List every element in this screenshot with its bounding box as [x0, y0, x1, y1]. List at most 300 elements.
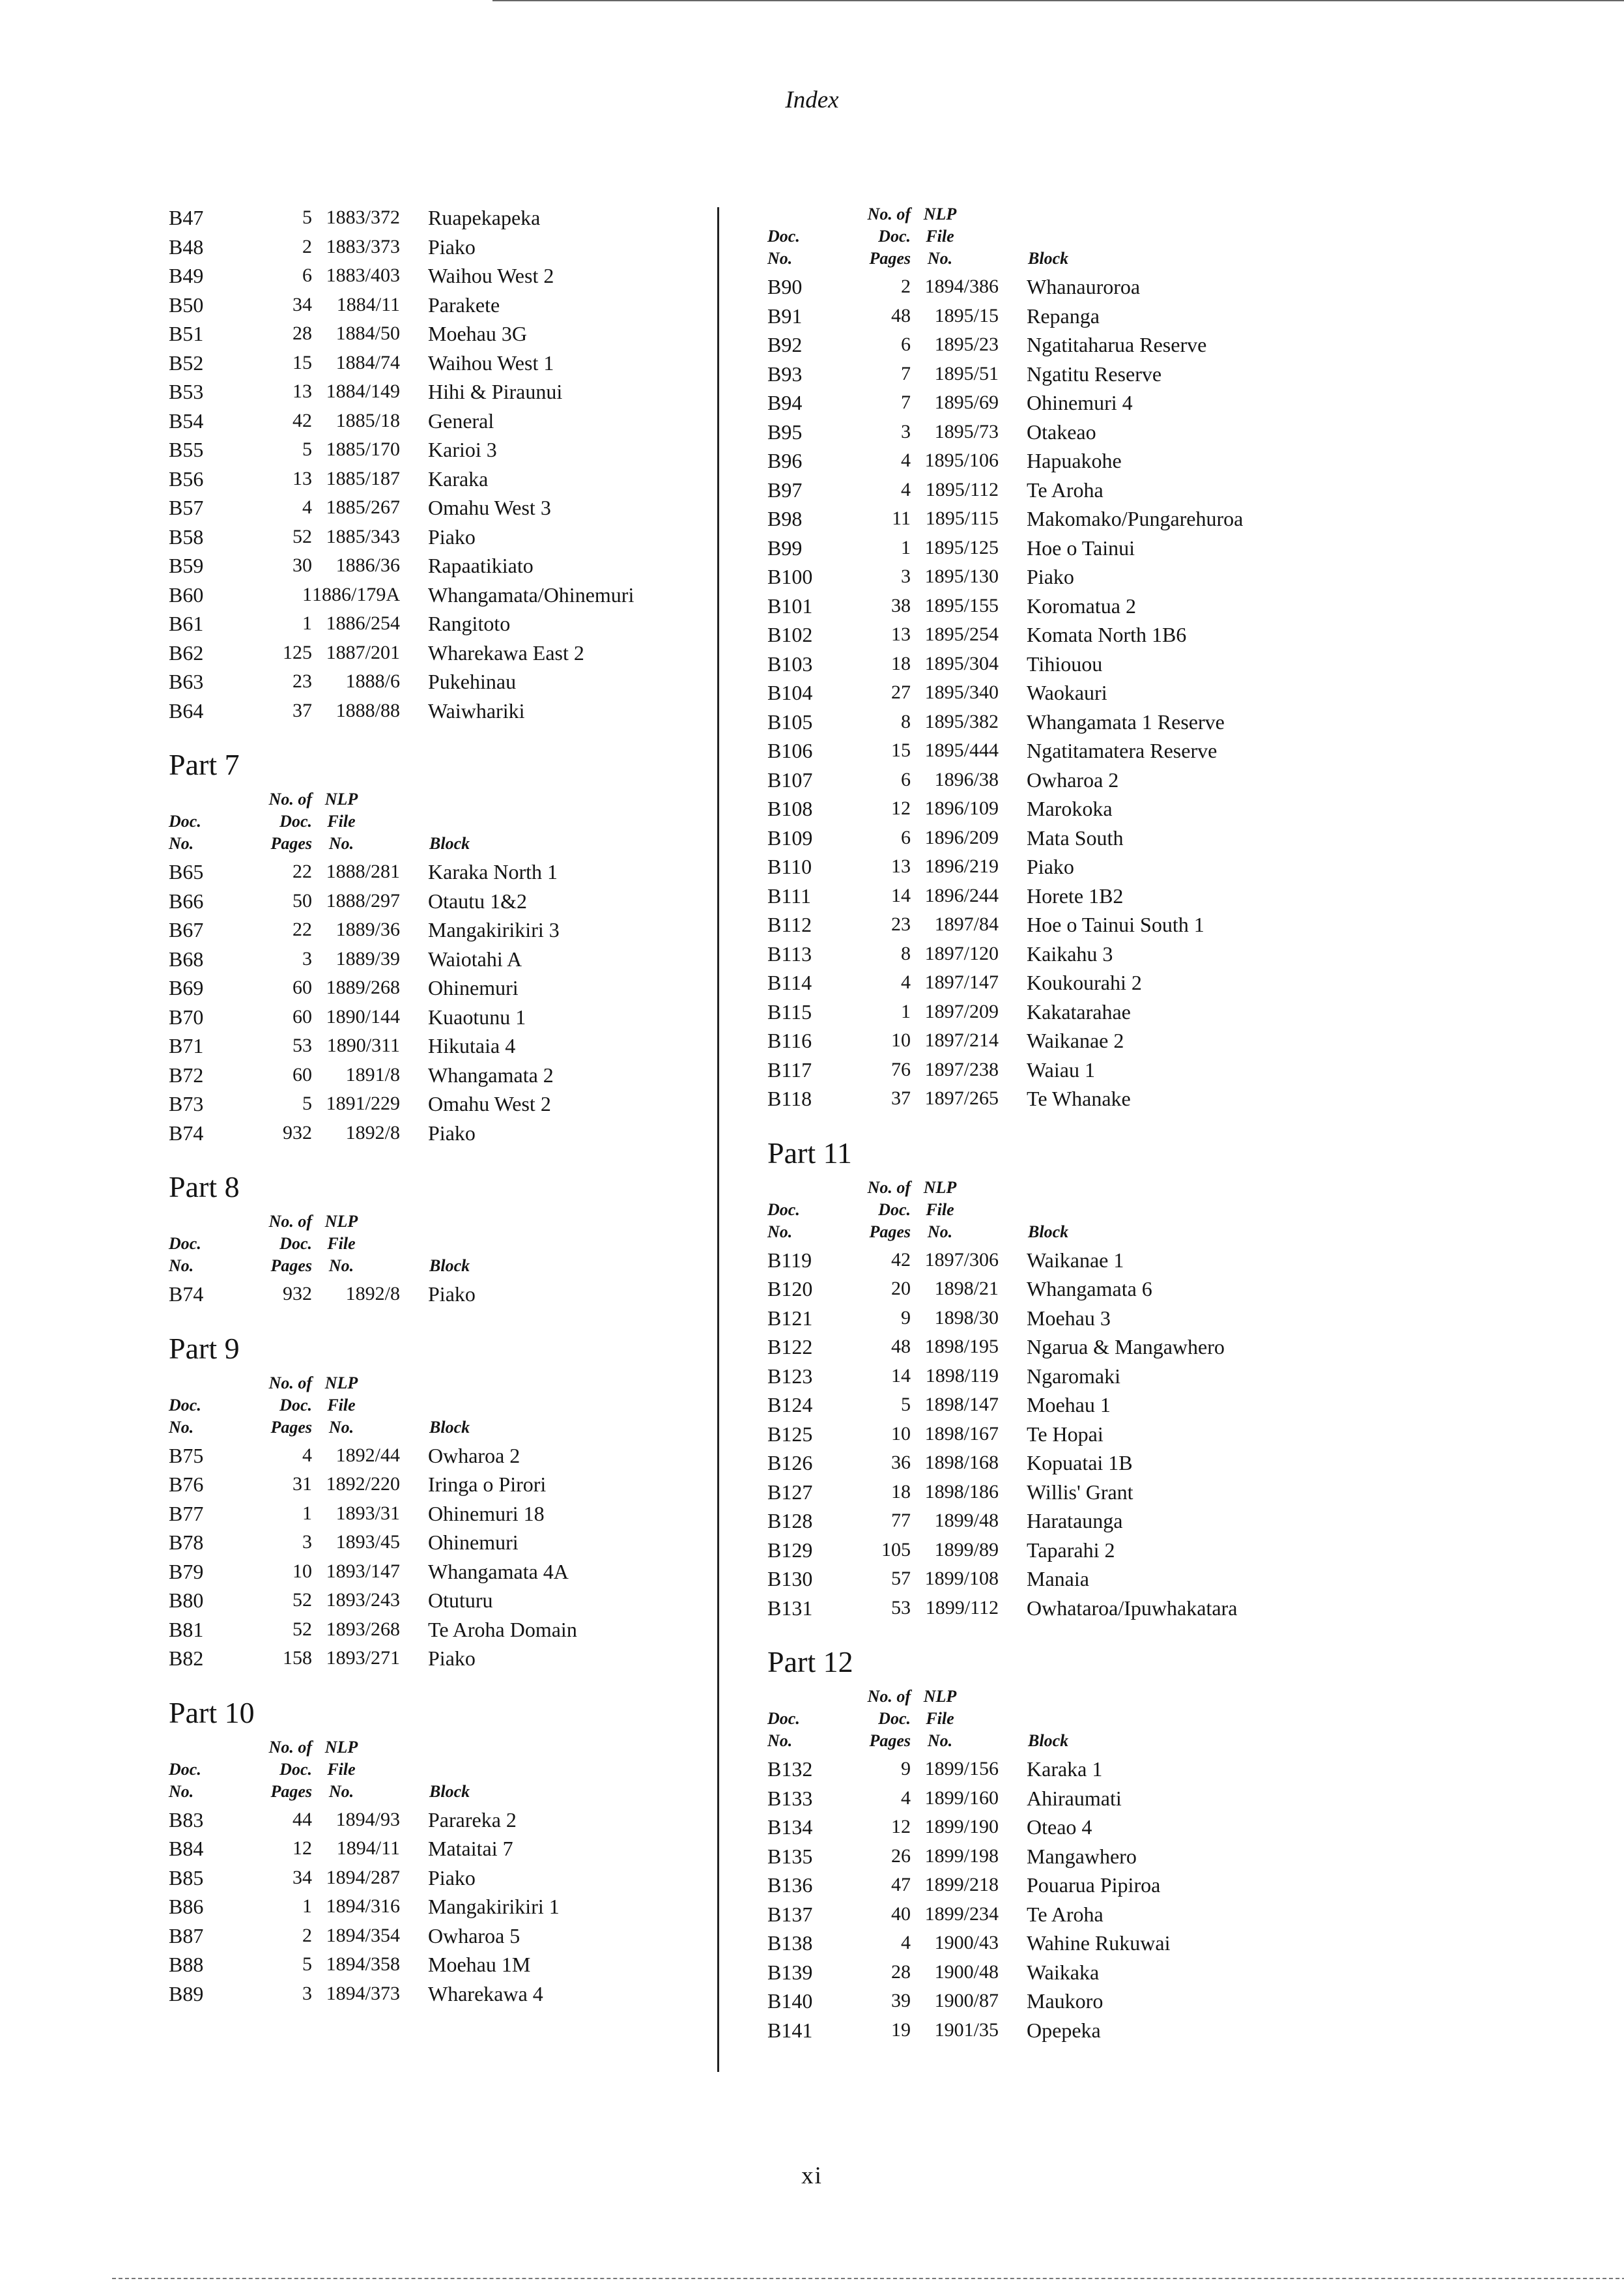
doc-number: B89 — [169, 1981, 204, 2005]
page-count: 23 — [891, 913, 911, 935]
block-name: Hapuakohe — [1027, 449, 1122, 472]
doc-number: B81 — [169, 1617, 204, 1641]
table-row — [767, 620, 1354, 650]
nlp-file-number: 1899/108 — [924, 1568, 999, 1589]
table-row — [169, 465, 755, 494]
nlp-file-number: 1899/198 — [924, 1845, 999, 1867]
part-heading: Part 11 — [767, 1136, 852, 1170]
doc-number: B61 — [169, 612, 204, 635]
table-row — [767, 940, 1354, 969]
page-count: 1 — [901, 1000, 911, 1022]
nlp-file-header: NLP File No. — [324, 790, 358, 853]
table-row — [169, 523, 755, 552]
block-name: Repanga — [1027, 304, 1100, 328]
doc-number: B76 — [169, 1473, 204, 1496]
block-name: Owharoa 2 — [428, 1443, 520, 1467]
doc-number: B136 — [767, 1873, 813, 1897]
doc-number: B74 — [169, 1282, 204, 1306]
table-row — [767, 1478, 1354, 1507]
table-row — [767, 1842, 1354, 1871]
page-count: 125 — [283, 641, 312, 663]
nlp-file-number: 1898/147 — [924, 1394, 999, 1415]
block-name: Ngarua & Mangawhero — [1027, 1335, 1225, 1358]
page-count: 52 — [292, 1589, 312, 1611]
page-count: 40 — [891, 1903, 911, 1925]
table-row — [169, 319, 755, 349]
block-header: Block — [429, 1256, 470, 1275]
block-name: Ohinemuri — [428, 976, 519, 999]
nlp-file-number: 1899/48 — [934, 1510, 999, 1531]
table-row — [169, 435, 755, 465]
page-count: 22 — [292, 919, 312, 940]
block-name: Otautu 1&2 — [428, 889, 527, 913]
block-name: Otakeao — [1027, 420, 1096, 444]
doc-number: B57 — [169, 496, 204, 519]
nlp-file-number: 1897/214 — [924, 1029, 999, 1051]
page-count: 2 — [302, 1924, 312, 1946]
table-row — [169, 1499, 755, 1529]
nlp-file-number: 1888/297 — [326, 889, 400, 912]
page-count: 39 — [891, 1990, 911, 2011]
doc-number: B121 — [767, 1306, 813, 1330]
nlp-file-number: 1894/358 — [326, 1953, 400, 1975]
nlp-file-number: 1893/45 — [335, 1531, 400, 1553]
table-row — [767, 794, 1354, 824]
doc-number: B92 — [767, 333, 803, 356]
page-count: 9 — [901, 1758, 911, 1779]
table-row — [169, 407, 755, 436]
doc-number: B53 — [169, 380, 204, 403]
table-row — [767, 852, 1354, 882]
block-name: Ruapekapeka — [428, 206, 541, 229]
block-name: Moehau 3G — [428, 322, 527, 345]
column-header — [767, 1172, 1354, 1246]
block-name: Komata North 1B6 — [1027, 623, 1187, 646]
table-row — [169, 377, 755, 407]
pages-header: No. of Doc. Pages — [867, 205, 911, 268]
doc-number: B102 — [767, 623, 813, 646]
table-row — [767, 1056, 1354, 1085]
table-row — [767, 708, 1354, 737]
nlp-file-number: 1900/48 — [934, 1961, 999, 1983]
nlp-file-number: 1886/179A — [312, 583, 400, 605]
block-name: Ngatitaharua Reserve — [1027, 333, 1207, 356]
nlp-file-number: 1895/112 — [925, 478, 999, 500]
doc-number: B73 — [169, 1092, 204, 1115]
nlp-file-number: 1893/268 — [326, 1618, 400, 1640]
block-name: Waikaka — [1027, 1960, 1100, 1984]
table-row — [767, 1506, 1354, 1536]
nlp-file-number: 1888/6 — [345, 670, 400, 692]
table-row — [767, 446, 1354, 476]
block-name: Piako — [1027, 855, 1074, 878]
page-count: 1 — [302, 1502, 312, 1524]
page-count: 15 — [292, 351, 312, 373]
block-name: Whangamata 1 Reserve — [1027, 710, 1225, 734]
table-row — [169, 1528, 755, 1557]
nlp-file-number: 1899/112 — [925, 1596, 999, 1618]
page-count: 4 — [901, 971, 911, 993]
doc-number: B139 — [767, 1960, 813, 1984]
page-count: 37 — [891, 1087, 911, 1109]
nlp-file-number: 1895/444 — [924, 740, 999, 761]
nlp-file-number: 1890/311 — [326, 1035, 400, 1056]
table-row — [767, 910, 1354, 940]
nlp-file-number: 1884/11 — [336, 293, 400, 315]
table-row — [767, 1813, 1354, 1842]
page-count: 10 — [292, 1560, 312, 1582]
doc-number: B67 — [169, 918, 204, 941]
page-count: 4 — [901, 1787, 911, 1809]
page-title: Index — [785, 87, 839, 113]
page-count: 9 — [901, 1306, 911, 1329]
nlp-file-number: 1898/21 — [934, 1278, 999, 1299]
nlp-file-number: 1895/340 — [924, 682, 999, 703]
doc-no-header: Doc. No. — [169, 1759, 201, 1801]
doc-number: B141 — [767, 2018, 813, 2042]
doc-number: B98 — [767, 507, 803, 530]
table-row — [767, 1536, 1354, 1565]
block-name: Ngaromaki — [1027, 1364, 1120, 1388]
page-count: 8 — [901, 710, 911, 732]
doc-number: B93 — [767, 362, 803, 386]
doc-no-header: Doc. No. — [169, 812, 201, 853]
nlp-file-number: 1884/50 — [335, 323, 400, 344]
page-count: 5 — [302, 1093, 312, 1114]
nlp-file-number: 1894/316 — [326, 1895, 400, 1917]
doc-number: B135 — [767, 1844, 813, 1868]
page-count: 77 — [891, 1510, 911, 1531]
page-count: 34 — [292, 293, 312, 315]
page-count: 932 — [283, 1121, 312, 1143]
doc-number: B64 — [169, 698, 204, 723]
nlp-file-number: 1884/149 — [326, 381, 400, 402]
block-name: Waiotahi A — [428, 947, 522, 971]
block-name: Horete 1B2 — [1027, 884, 1124, 908]
page-count: 3 — [302, 1531, 312, 1553]
pages-header: No. of Doc. Pages — [268, 1373, 312, 1437]
nlp-file-number: 1895/304 — [924, 652, 999, 674]
nlp-file-number: 1900/87 — [934, 1990, 999, 2011]
nlp-file-number: 1891/229 — [326, 1093, 400, 1114]
page-count: 1 — [901, 536, 911, 558]
table-row — [767, 1958, 1354, 1987]
column-header — [767, 1681, 1354, 1755]
block-name: Parareka 2 — [428, 1807, 517, 1832]
pages-header: No. of Doc. Pages — [268, 1212, 312, 1275]
doc-number: B114 — [767, 971, 812, 994]
block-name: Kopuatai 1B — [1027, 1451, 1133, 1474]
nlp-file-header: NLP File No. — [324, 1373, 358, 1437]
block-name: Otuturu — [428, 1588, 493, 1612]
block-name: Owharoa 5 — [428, 1923, 520, 1947]
doc-number: B87 — [169, 1923, 204, 1947]
table-row — [767, 882, 1354, 911]
doc-number: B63 — [169, 670, 204, 693]
page-count: 53 — [891, 1596, 911, 1618]
table-row — [767, 1026, 1354, 1056]
table-row — [767, 1362, 1354, 1391]
table-row — [767, 678, 1354, 708]
nlp-file-number: 1885/343 — [326, 525, 400, 547]
block-name: Piako — [428, 1865, 476, 1890]
block-name: Hoe o Tainui — [1027, 536, 1135, 560]
page-number: xi — [801, 2163, 823, 2189]
nlp-file-number: 1891/8 — [345, 1063, 400, 1085]
doc-number: B50 — [169, 293, 204, 317]
page-count: 5 — [302, 207, 312, 228]
page-count: 34 — [292, 1866, 312, 1888]
block-header: Block — [1028, 1222, 1069, 1241]
nlp-file-number: 1899/89 — [934, 1538, 999, 1560]
nlp-file-number: 1894/287 — [326, 1866, 400, 1888]
table-row — [169, 203, 755, 233]
doc-number: B107 — [767, 768, 813, 792]
page-count: 60 — [292, 977, 312, 998]
table-row — [169, 887, 755, 916]
table-row — [169, 349, 755, 378]
block-name: Koromatua 2 — [1027, 594, 1136, 618]
doc-number: B106 — [767, 739, 813, 762]
doc-number: B65 — [169, 860, 204, 884]
nlp-file-number: 1896/109 — [924, 798, 999, 819]
block-name: Hoe o Tainui South 1 — [1027, 913, 1204, 936]
table-row — [169, 1441, 755, 1471]
table-row — [169, 581, 755, 610]
page-count: 30 — [292, 554, 312, 576]
page-count: 2 — [901, 276, 911, 297]
nlp-file-number: 1893/243 — [326, 1589, 400, 1611]
nlp-file-header: NLP File No. — [324, 1212, 358, 1275]
doc-number: B122 — [767, 1335, 813, 1358]
part-heading: Part 12 — [767, 1645, 853, 1678]
nlp-file-number: 1892/8 — [345, 1283, 400, 1304]
doc-number: B126 — [767, 1451, 813, 1474]
page-count: 4 — [901, 478, 911, 500]
doc-no-header: Doc. No. — [767, 227, 800, 268]
block-name: Tihiouou — [1027, 652, 1103, 676]
page-count: 2 — [302, 235, 312, 257]
nlp-file-number: 1897/306 — [924, 1248, 999, 1271]
block-name: Piako — [1027, 565, 1074, 588]
block-name: Wahine Rukuwai — [1027, 1931, 1171, 1955]
page-count: 10 — [891, 1422, 911, 1444]
nlp-file-number: 1898/119 — [925, 1364, 999, 1387]
table-row — [169, 1892, 755, 1921]
table-row — [169, 551, 755, 581]
block-header: Block — [1028, 249, 1069, 268]
bottom-rule — [112, 2278, 1624, 2279]
block-name: Mataitai 7 — [428, 1837, 513, 1860]
page-count: 60 — [292, 1005, 312, 1028]
nlp-file-number: 1895/130 — [924, 566, 999, 587]
block-name: Oteao 4 — [1027, 1815, 1092, 1839]
table-row — [169, 973, 755, 1003]
doc-number: B90 — [767, 275, 803, 298]
doc-number: B88 — [169, 1953, 204, 1976]
block-name: Waihou West 2 — [428, 264, 554, 287]
nlp-file-number: 1899/190 — [924, 1816, 999, 1837]
doc-number: B84 — [169, 1837, 204, 1860]
page-count: 38 — [891, 594, 911, 616]
block-name: Owhataroa/Ipuwhakatara — [1027, 1596, 1238, 1620]
doc-number: B128 — [767, 1509, 813, 1532]
nlp-file-number: 1896/38 — [934, 768, 999, 790]
table-row — [767, 302, 1354, 331]
page-count: 22 — [292, 861, 312, 882]
table-row — [169, 1557, 755, 1587]
nlp-file-number: 1895/73 — [934, 420, 999, 442]
block-name: Harataunga — [1027, 1509, 1123, 1532]
table-row — [767, 1871, 1354, 1900]
table-row — [169, 261, 755, 291]
part-heading: Part 9 — [169, 1331, 240, 1365]
doc-number: B48 — [169, 235, 204, 259]
table-row — [767, 418, 1354, 447]
table-row — [169, 609, 755, 639]
doc-number: B109 — [767, 826, 813, 850]
table-row — [169, 1979, 755, 2009]
nlp-file-number: 1896/219 — [924, 855, 999, 877]
page-count: 4 — [302, 1444, 312, 1466]
column-header — [169, 1206, 755, 1280]
block-name: Waiau 1 — [1027, 1057, 1095, 1082]
doc-number: B120 — [767, 1277, 813, 1301]
block-name: Piako — [428, 235, 476, 259]
page-count: 3 — [302, 1982, 312, 2004]
column-header — [169, 1368, 755, 1441]
block-name: Karaka 1 — [1027, 1757, 1103, 1781]
nlp-file-number: 1895/155 — [924, 594, 999, 616]
block-name: Omahu West 2 — [428, 1092, 551, 1115]
table-row — [767, 330, 1354, 360]
table-row — [767, 824, 1354, 853]
nlp-file-number: 1895/254 — [924, 624, 999, 645]
column-header — [169, 1732, 755, 1805]
table-row — [169, 639, 755, 668]
nlp-file-number: 1883/373 — [326, 235, 400, 257]
nlp-file-number: 1899/160 — [924, 1787, 999, 1809]
doc-number: B51 — [169, 322, 204, 345]
doc-number: B127 — [767, 1480, 813, 1504]
page-count: 28 — [891, 1961, 911, 1983]
doc-number: B77 — [169, 1501, 204, 1525]
nlp-file-number: 1897/84 — [934, 913, 999, 935]
block-name: Wharekawa 4 — [428, 1981, 543, 2005]
block-name: Mangakirikiri 3 — [428, 918, 560, 941]
block-name: Waiwhariki — [428, 698, 525, 723]
doc-number: B70 — [169, 1005, 204, 1029]
block-name: Opepeka — [1027, 2018, 1101, 2042]
doc-number: B140 — [767, 1989, 813, 2013]
table-row — [767, 1900, 1354, 1929]
page-count: 13 — [891, 855, 911, 877]
block-name: Waokauri — [1027, 681, 1107, 704]
table-row — [767, 1390, 1354, 1420]
nlp-file-number: 1899/218 — [924, 1874, 999, 1895]
doc-number: B118 — [767, 1087, 812, 1110]
nlp-file-number: 1900/43 — [934, 1932, 999, 1953]
doc-number: B96 — [767, 449, 803, 472]
table-row — [767, 476, 1354, 505]
page-count: 26 — [891, 1845, 911, 1867]
nlp-file-number: 1889/268 — [326, 977, 400, 998]
nlp-file-number: 1892/220 — [326, 1473, 400, 1495]
nlp-file-number: 1885/267 — [326, 496, 400, 518]
nlp-file-header: NLP File No. — [923, 1687, 957, 1750]
nlp-file-number: 1895/106 — [924, 450, 999, 471]
table-row — [169, 915, 755, 945]
block-name: Omahu West 3 — [428, 496, 551, 519]
doc-no-header: Doc. No. — [767, 1200, 800, 1241]
page-count: 37 — [292, 699, 312, 721]
doc-number: B129 — [767, 1538, 813, 1562]
block-name: Ngatitu Reserve — [1027, 362, 1162, 386]
doc-number: B112 — [767, 913, 812, 936]
doc-number: B101 — [767, 594, 813, 618]
page-count: 158 — [283, 1647, 312, 1669]
table-row — [767, 1246, 1354, 1275]
doc-number: B55 — [169, 438, 204, 461]
nlp-file-number: 1894/11 — [336, 1837, 400, 1859]
table-row — [767, 2016, 1354, 2045]
table-row — [169, 1089, 755, 1119]
doc-number: B123 — [767, 1364, 813, 1388]
block-name: Piako — [428, 525, 476, 549]
doc-number: B131 — [767, 1596, 813, 1620]
block-name: Te Aroha — [1027, 478, 1104, 502]
page-count: 8 — [901, 942, 911, 964]
nlp-file-number: 1896/244 — [924, 884, 999, 906]
block-name: Parakete — [428, 293, 500, 317]
table-row — [169, 233, 755, 262]
nlp-file-number: 1895/125 — [924, 536, 999, 558]
nlp-file-number: 1895/115 — [925, 508, 999, 529]
table-row — [767, 272, 1354, 302]
doc-number: B95 — [767, 420, 803, 444]
page-count: 57 — [891, 1568, 911, 1589]
page-count: 3 — [901, 420, 911, 442]
table-row — [767, 1929, 1354, 1958]
block-name: Kaikahu 3 — [1027, 941, 1113, 966]
page-count: 42 — [292, 409, 312, 431]
doc-number: B115 — [767, 999, 812, 1024]
table-row — [169, 1834, 755, 1863]
doc-number: B134 — [767, 1815, 813, 1839]
page-count: 19 — [891, 2019, 911, 2041]
nlp-file-number: 1897/238 — [924, 1058, 999, 1080]
nlp-file-number: 1897/147 — [924, 971, 999, 993]
doc-number: B62 — [169, 640, 204, 665]
page-count: 36 — [891, 1452, 911, 1473]
block-header: Block — [429, 1781, 470, 1801]
table-row — [169, 1805, 755, 1835]
table-row — [767, 766, 1354, 795]
nlp-file-number: 1887/201 — [326, 641, 400, 663]
doc-number: B125 — [767, 1422, 813, 1446]
doc-number: B110 — [767, 855, 812, 878]
page-count: 13 — [891, 624, 911, 645]
table-row — [767, 562, 1354, 592]
table-row — [169, 1950, 755, 1979]
page-count: 20 — [891, 1278, 911, 1299]
table-row — [169, 1003, 755, 1032]
nlp-file-number: 1883/403 — [326, 265, 400, 286]
table-row — [169, 945, 755, 974]
page-count: 1 — [302, 612, 312, 634]
page-count: 6 — [901, 768, 911, 790]
table-row — [767, 592, 1354, 621]
